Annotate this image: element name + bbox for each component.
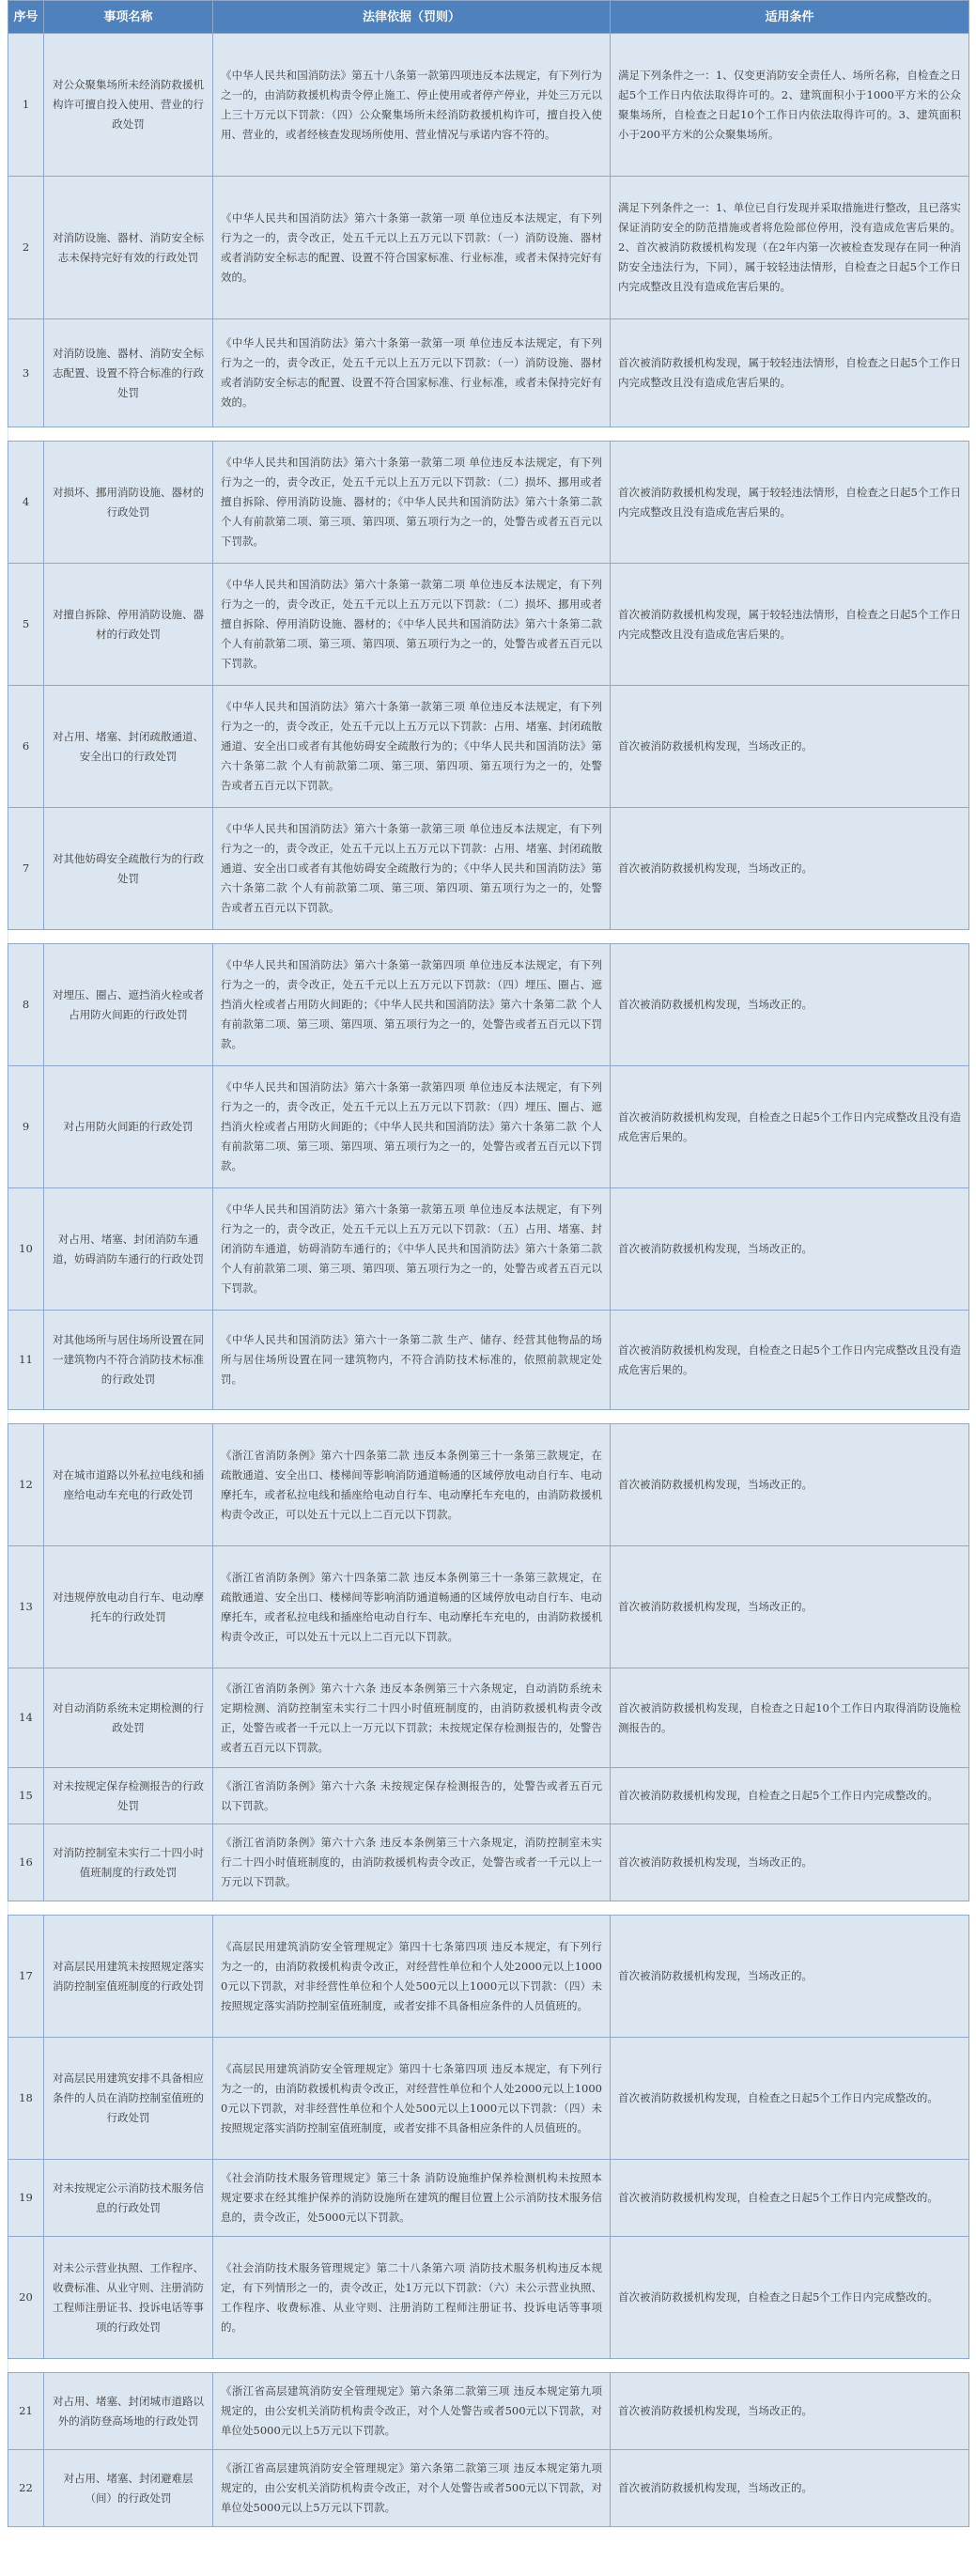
table-row [8,1824,969,1901]
item-name: 对高层民用建筑安排不具备相应条件的人员在消防控制室值班的行政处罚 [44,2038,213,2160]
row-number: 9 [8,1066,44,1188]
row-number: 18 [8,2038,44,2160]
legal-basis: 《中华人民共和国消防法》第六十条第一款第三项 单位违反本法规定，有下列行为之一的，责令改正，处五千元以上五万元以下罚款：占用、堵塞、封闭疏散通道、安全出口或者有其他妨碍安全疏散行为的；《中华人民共和国消防法》第六十条第二款 个人有前款第二项、第三项、第四项、第五项行为之一的，处警告或者五百元以下罚款。 [213,808,611,930]
table-row [8,944,969,1066]
item-name: 对损坏、挪用消防设施、器材的行政处罚 [44,442,213,564]
group-separator [8,1901,969,1916]
group-separator [8,427,969,442]
applicable-condition: 首次被消防救援机构发现，当场改正的。 [611,1424,969,1546]
item-name: 对其他场所与居住场所设置在同一建筑物内不符合消防技术标准的行政处罚 [44,1311,213,1410]
legal-basis: 《浙江省高层建筑消防安全管理规定》第六条第二款第三项 违反本规定第九项规定的，由公安机关消防机构责令改正，对个人处警告或者500元以下罚款，对单位处5000元以上5万元以下罚款。 [213,2450,611,2527]
applicable-condition: 满足下列条件之一：1、仅变更消防安全责任人、场所名称，自检查之日起5个工作日内依法取得许可的。2、建筑面积小于1000平方米的公众聚集场所，自检查之日起10个工作日内依法取得许可的。3、建筑面积小于200平方米的公众聚集场所。 [611,34,969,177]
applicable-condition: 首次被消防救援机构发现，自检查之日起5个工作日内完成整改且没有造成危害后果的。 [611,1066,969,1188]
legal-basis: 《中华人民共和国消防法》第六十条第一款第二项 单位违反本法规定，有下列行为之一的，责令改正，处五千元以上五万元以下罚款：（二）损坏、挪用或者擅自拆除、停用消防设施、器材的；《中华人民共和国消防法》第六十条第二款 个人有前款第二项、第三项、第四项、第五项行为之一的，处警告或者五百元以下罚款。 [213,442,611,564]
penalty-table-wrapper [8,0,968,2527]
item-name: 对占用、堵塞、封闭城市道路以外的消防登高场地的行政处罚 [44,2373,213,2450]
table-row [8,686,969,808]
applicable-condition: 首次被消防救援机构发现，自检查之日起5个工作日内完成整改的。 [611,2237,969,2359]
table-row [8,2237,969,2359]
item-name: 对违规停放电动自行车、电动摩托车的行政处罚 [44,1546,213,1668]
item-name: 对未按规定保存检测报告的行政处罚 [44,1768,213,1824]
item-name: 对占用、堵塞、封闭疏散通道、安全出口的行政处罚 [44,686,213,808]
applicable-condition: 首次被消防救援机构发现，当场改正的。 [611,1824,969,1901]
item-name: 对占用防火间距的行政处罚 [44,1066,213,1188]
table-row [8,1916,969,2038]
applicable-condition: 首次被消防救援机构发现，自检查之日起5个工作日内完成整改且没有造成危害后果的。 [611,1311,969,1410]
applicable-condition: 满足下列条件之一：1、单位已自行发现并采取措施进行整改，且已落实保证消防安全的防范措施或者将危险部位停用，没有造成危害后果的。2、首次被消防救援机构发现（在2年内第一次被检查发现存在同一种消防安全违法行为，下同），属于较轻违法情形，自检查之日起5个工作日内完成整改且没有造成危害后果的。 [611,177,969,319]
legal-basis: 《中华人民共和国消防法》第六十条第一款第五项 单位违反本法规定，有下列行为之一的，责令改正，处五千元以上五万元以下罚款：（五）占用、堵塞、封闭消防车通道，妨碍消防车通行的；《中华人民共和国消防法》第六十条第二款 个人有前款第二项、第三项、第四项、第五项行为之一的，处警告或者五百元以下罚款。 [213,1188,611,1311]
table-row [8,1311,969,1410]
row-number: 5 [8,564,44,686]
applicable-condition: 首次被消防救援机构发现，当场改正的。 [611,808,969,930]
item-name: 对在城市道路以外私拉电线和插座给电动车充电的行政处罚 [44,1424,213,1546]
applicable-condition: 首次被消防救援机构发现，当场改正的。 [611,1188,969,1311]
table-row [8,2038,969,2160]
item-name: 对自动消防系统未定期检测的行政处罚 [44,1668,213,1768]
legal-basis: 《浙江省消防条例》第六十六条 未按规定保存检测报告的，处警告或者五百元以下罚款。 [213,1768,611,1824]
legal-basis: 《中华人民共和国消防法》第六十一条第二款 生产、储存、经营其他物品的场所与居住场所设置在同一建筑物内，不符合消防技术标准的，依照前款规定处罚。 [213,1311,611,1410]
group-separator [8,930,969,944]
legal-basis: 《中华人民共和国消防法》第六十条第一款第三项 单位违反本法规定，有下列行为之一的，责令改正，处五千元以上五万元以下罚款：占用、堵塞、封闭疏散通道、安全出口或者有其他妨碍安全疏散行为的；《中华人民共和国消防法》第六十条第二款 个人有前款第二项、第三项、第四项、第五项行为之一的，处警告或者五百元以下罚款。 [213,686,611,808]
header-no: 序号 [8,1,44,34]
row-number: 11 [8,1311,44,1410]
applicable-condition: 首次被消防救援机构发现，当场改正的。 [611,1916,969,2038]
table-row [8,1546,969,1668]
table-row [8,1668,969,1768]
legal-basis: 《浙江省高层建筑消防安全管理规定》第六条第二款第三项 违反本规定第九项规定的，由公安机关消防机构责令改正，对个人处警告或者500元以下罚款，对单位处5000元以上5万元以下罚款。 [213,2373,611,2450]
group-separator [8,2359,969,2373]
header-name: 事项名称 [44,1,213,34]
group-separator-cell [8,427,969,442]
table-header [8,1,969,34]
row-number: 16 [8,1824,44,1901]
row-number: 7 [8,808,44,930]
legal-basis: 《高层民用建筑消防安全管理规定》第四十七条第四项 违反本规定，有下列行为之一的，由消防救援机构责令改正，对经营性单位和个人处2000元以上10000元以下罚款，对非经营性单位和个人处500元以上1000元以下罚款：（四）未按照规定落实消防控制室值班制度，或者安排不具备相应条件的人员值班的。 [213,1916,611,2038]
legal-basis: 《浙江省消防条例》第六十四条第二款 违反本条例第三十一条第三款规定，在疏散通道、安全出口、楼梯间等影响消防通道畅通的区域停放电动自行车、电动摩托车，或者私拉电线和插座给电动自行车、电动摩托车充电的，由消防救援机构责令改正，可以处五十元以上二百元以下罚款。 [213,1424,611,1546]
legal-basis: 《中华人民共和国消防法》第六十条第一款第四项 单位违反本法规定，有下列行为之一的，责令改正，处五千元以上五万元以下罚款：（四）埋压、圈占、遮挡消火栓或者占用防火间距的；《中华人民共和国消防法》第六十条第二款 个人有前款第二项、第三项、第四项、第五项行为之一的，处警告或者五百元以下罚款。 [213,944,611,1066]
legal-basis: 《社会消防技术服务管理规定》第三十条 消防设施维护保养检测机构未按照本规定要求在经其维护保养的消防设施所在建筑的醒目位置上公示消防技术服务信息的，责令改正，处5000元以下罚款。 [213,2160,611,2237]
row-number: 17 [8,1916,44,2038]
row-number: 21 [8,2373,44,2450]
applicable-condition: 首次被消防救援机构发现，属于较轻违法情形，自检查之日起5个工作日内完成整改且没有造成危害后果的。 [611,319,969,427]
applicable-condition: 首次被消防救援机构发现，自检查之日起10个工作日内取得消防设施检测报告的。 [611,1668,969,1768]
legal-basis: 《中华人民共和国消防法》第六十条第一款第四项 单位违反本法规定，有下列行为之一的，责令改正，处五千元以上五万元以下罚款：（四）埋压、圈占、遮挡消火栓或者占用防火间距的；《中华人民共和国消防法》第六十条第二款 个人有前款第二项、第三项、第四项、第五项行为之一的，处警告或者五百元以下罚款。 [213,1066,611,1188]
group-separator-cell [8,930,969,944]
row-number: 13 [8,1546,44,1668]
row-number: 6 [8,686,44,808]
item-name: 对未公示营业执照、工作程序、收费标准、从业守则、注册消防工程师注册证书、投诉电话等事项的行政处罚 [44,2237,213,2359]
header-row [8,1,969,34]
applicable-condition: 首次被消防救援机构发现，自检查之日起5个工作日内完成整改的。 [611,2160,969,2237]
row-number: 2 [8,177,44,319]
item-name: 对擅自拆除、停用消防设施、器材的行政处罚 [44,564,213,686]
row-number: 1 [8,34,44,177]
item-name: 对埋压、圈占、遮挡消火栓或者占用防火间距的行政处罚 [44,944,213,1066]
item-name: 对占用、堵塞、封闭避难层（间）的行政处罚 [44,2450,213,2527]
legal-basis: 《中华人民共和国消防法》第五十八条第一款第四项违反本法规定，有下列行为之一的，由消防救援机构责令停止施工、停止使用或者停产停业，并处三万元以上三十万元以下罚款：（四）公众聚集场所未经消防救援机构许可，擅自投入使用、营业的，或者经核查发现场所使用、营业情况与承诺内容不符的。 [213,34,611,177]
row-number: 19 [8,2160,44,2237]
group-separator-cell [8,1901,969,1916]
header-condition: 适用条件 [611,1,969,34]
item-name: 对公众聚集场所未经消防救援机构许可擅自投入使用、营业的行政处罚 [44,34,213,177]
row-number: 4 [8,442,44,564]
legal-basis: 《中华人民共和国消防法》第六十条第一款第二项 单位违反本法规定，有下列行为之一的，责令改正，处五千元以上五万元以下罚款：（二）损坏、挪用或者擅自拆除、停用消防设施、器材的；《中华人民共和国消防法》第六十条第二款 个人有前款第二项、第三项、第四项、第五项行为之一的，处警告或者五百元以下罚款。 [213,564,611,686]
legal-basis: 《社会消防技术服务管理规定》第二十八条第六项 消防技术服务机构违反本规定，有下列情形之一的，责令改正，处1万元以下罚款：（六）未公示营业执照、工作程序、收费标准、从业守则、注册消防工程师注册证书、投诉电话等事项的。 [213,2237,611,2359]
applicable-condition: 首次被消防救援机构发现，当场改正的。 [611,2373,969,2450]
applicable-condition: 首次被消防救援机构发现，自检查之日起5个工作日内完成整改的。 [611,1768,969,1824]
legal-basis: 《浙江省消防条例》第六十四条第二款 违反本条例第三十一条第三款规定，在疏散通道、安全出口、楼梯间等影响消防通道畅通的区域停放电动自行车、电动摩托车，或者私拉电线和插座给电动自行车、电动摩托车充电的，由消防救援机构责令改正，可以处五十元以上二百元以下罚款。 [213,1546,611,1668]
table-row [8,177,969,319]
legal-basis: 《中华人民共和国消防法》第六十条第一款第一项 单位违反本法规定，有下列行为之一的，责令改正，处五千元以上五万元以下罚款：（一）消防设施、器材或者消防安全标志的配置、设置不符合国家标准、行业标准，或者未保持完好有效的。 [213,177,611,319]
table-row [8,2373,969,2450]
row-number: 12 [8,1424,44,1546]
row-number: 15 [8,1768,44,1824]
table-row [8,2160,969,2237]
legal-basis: 《高层民用建筑消防安全管理规定》第四十七条第四项 违反本规定，有下列行为之一的，由消防救援机构责令改正，对经营性单位和个人处2000元以上10000元以下罚款，对非经营性单位和个人处500元以上1000元以下罚款：（四）未按照规定落实消防控制室值班制度，或者安排不具备相应条件的人员值班的。 [213,2038,611,2160]
item-name: 对高层民用建筑未按照规定落实消防控制室值班制度的行政处罚 [44,1916,213,2038]
item-name: 对其他妨碍安全疏散行为的行政处罚 [44,808,213,930]
legal-basis: 《浙江省消防条例》第六十六条 违反本条例第三十六条规定，消防控制室未实行二十四小时值班制度的，由消防救援机构责令改正，处警告或者一千元以上一万元以下罚款。 [213,1824,611,1901]
table-row [8,2450,969,2527]
group-separator-cell [8,2359,969,2373]
group-separator [8,1410,969,1424]
table-row [8,1424,969,1546]
table-row [8,34,969,177]
item-name: 对消防设施、器材、消防安全标志未保持完好有效的行政处罚 [44,177,213,319]
legal-basis: 《中华人民共和国消防法》第六十条第一款第一项 单位违反本法规定，有下列行为之一的，责令改正，处五千元以上五万元以下罚款：（一）消防设施、器材或者消防安全标志的配置、设置不符合国家标准、行业标准，或者未保持完好有效的。 [213,319,611,427]
applicable-condition: 首次被消防救援机构发现，当场改正的。 [611,686,969,808]
item-name: 对未按规定公示消防技术服务信息的行政处罚 [44,2160,213,2237]
table-body [8,34,969,2527]
applicable-condition: 首次被消防救援机构发现，自检查之日起5个工作日内完成整改的。 [611,2038,969,2160]
row-number: 22 [8,2450,44,2527]
penalty-table [8,0,969,2527]
item-name: 对占用、堵塞、封闭消防车通道，妨碍消防车通行的行政处罚 [44,1188,213,1311]
applicable-condition: 首次被消防救援机构发现，当场改正的。 [611,944,969,1066]
item-name: 对消防控制室未实行二十四小时值班制度的行政处罚 [44,1824,213,1901]
row-number: 20 [8,2237,44,2359]
row-number: 14 [8,1668,44,1768]
table-row [8,808,969,930]
row-number: 3 [8,319,44,427]
table-row [8,1768,969,1824]
applicable-condition: 首次被消防救援机构发现，属于较轻违法情形，自检查之日起5个工作日内完成整改且没有造成危害后果的。 [611,564,969,686]
legal-basis: 《浙江省消防条例》第六十六条 违反本条例第三十六条规定，自动消防系统未定期检测、消防控制室未实行二十四小时值班制度的，由消防救援机构责令改正，处警告或者一千元以上一万元以下罚款；未按规定保存检测报告的，处警告或者五百元以下罚款。 [213,1668,611,1768]
applicable-condition: 首次被消防救援机构发现，当场改正的。 [611,1546,969,1668]
group-separator-cell [8,1410,969,1424]
table-row [8,319,969,427]
table-row [8,442,969,564]
applicable-condition: 首次被消防救援机构发现，属于较轻违法情形，自检查之日起5个工作日内完成整改且没有造成危害后果的。 [611,442,969,564]
item-name: 对消防设施、器材、消防安全标志配置、设置不符合标准的行政处罚 [44,319,213,427]
applicable-condition: 首次被消防救援机构发现，当场改正的。 [611,2450,969,2527]
row-number: 8 [8,944,44,1066]
row-number: 10 [8,1188,44,1311]
header-basis: 法律依据（罚则） [213,1,611,34]
table-row [8,1188,969,1311]
table-row [8,1066,969,1188]
table-row [8,564,969,686]
